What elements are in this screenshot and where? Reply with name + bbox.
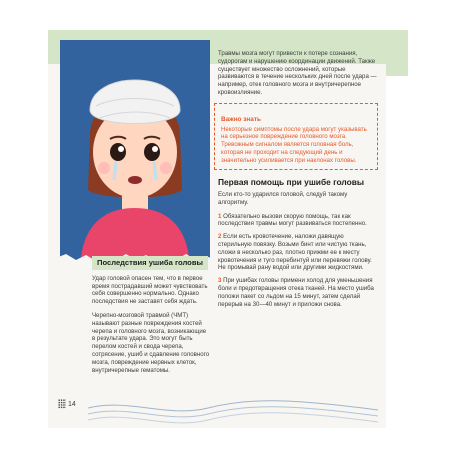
- warning-title: Важно знать: [221, 115, 261, 123]
- intro-paragraph: Травмы мозга могут привести к потере сознания, судорогам и нарушению координации движений. Также существует множество осложнений, которые развиваются в течение нескольких дней после удара — например, отек головного мозга и внутричерепное кровоизлияние.: [218, 50, 377, 96]
- step-3: [218, 277, 378, 308]
- warning-text: Некоторые симптомы после удара могут указывать на серьезное повреждение головного мозга. Тревожным сигналом является головная боль, которая не проходит на следующий день и значительно усиливается при наклонах головы.: [221, 125, 367, 164]
- warning-box: [214, 103, 378, 170]
- dots-decoration: [58, 399, 66, 409]
- step-2: [218, 233, 378, 272]
- first-aid-steps: [218, 213, 378, 309]
- girl-illustration: [60, 40, 210, 272]
- step-text: При ушибах головы примени холод для уменьшения боли и предотвращения отека тканей. На место ушиба положи пакет со льдом на 15 минут, затем сделай перерыв на 30—40 минут и приложи снова.: [218, 277, 374, 308]
- right-green-tab: [386, 30, 408, 76]
- first-aid-title: Первая помощь при ушибе головы: [218, 176, 365, 187]
- bottom-wave-decoration: [88, 398, 378, 428]
- right-text-column: [218, 50, 378, 313]
- left-paragraph-1: Удар головой опасен тем, что в первое время пострадавший может чувствовать себя совершенно нормально. Однако последствия не заставят себя ждать.: [92, 274, 208, 306]
- step-number: 2: [218, 233, 222, 241]
- step-number: 1: [218, 212, 222, 220]
- step-number: 3: [218, 277, 222, 285]
- page-number-text: 14: [68, 400, 76, 408]
- left-paragraph-2: Черепно-мозговой травмой (ЧМТ) называют разные повреждения костей черепа и головного мозга, возникающие в результате удара. Это могут быть перелом костей и свода черепа, сотрясение, ушиб и сдавление головного мозга, повреждение нервных клеток, внутричерепные гематомы.: [92, 311, 210, 374]
- step-1: [218, 213, 378, 229]
- first-aid-intro: Если кто-то ударился головой, следуй такому алгоритму.: [218, 190, 348, 206]
- page-number: [58, 397, 88, 411]
- step-text: Если есть кровотечение, наложи давящую стерильную повязку. Возьми бинт или чистую ткань, сложи в несколько раз, плотно прижми ее к месту кровотечения и туго перебинтуй или перевяжи голову. Не промывай рану водой или другими жидкостями.: [218, 233, 372, 272]
- left-text-column: [92, 256, 210, 380]
- step-text: Обязательно вызови скорую помощь, так как последствия травмы могут развиваться постепенно.: [218, 212, 367, 228]
- left-title: Последствия ушиба головы: [92, 256, 208, 270]
